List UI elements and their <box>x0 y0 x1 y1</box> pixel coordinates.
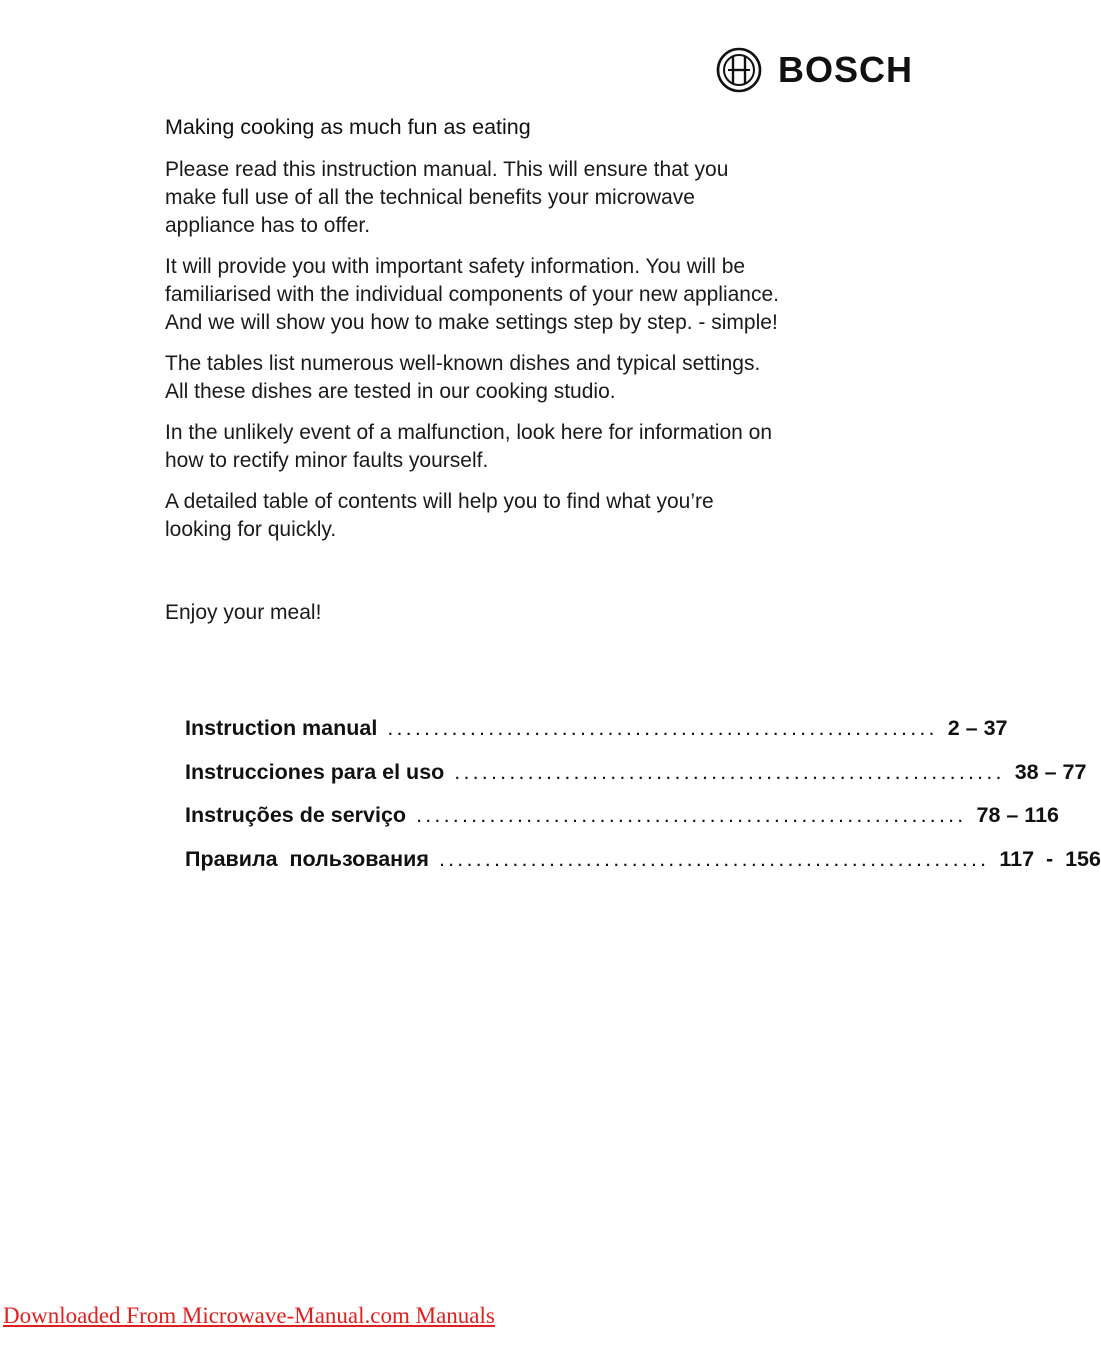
table-of-contents <box>185 712 1101 886</box>
intro-paragraph: The tables list numerous well-known dishes and typical settings. All these dishes are tested in our cooking studio. <box>165 352 761 403</box>
brand-name: BOSCH <box>778 49 914 90</box>
toc-item-pages: 2 – 37 <box>947 716 1008 740</box>
intro-section <box>165 112 785 640</box>
toc-item-pages: 117 - 156 <box>999 846 1101 871</box>
closing-line: Enjoy your meal! <box>165 601 322 624</box>
page-title: Making cooking as much fun as eating <box>165 115 531 139</box>
toc-leader-dots: ............................................................ <box>438 846 990 871</box>
brand-header <box>716 47 913 93</box>
toc-item[interactable] <box>185 799 1059 843</box>
toc-item-label: Instrucciones para el uso <box>185 759 445 784</box>
toc-leader-dots: ............................................................ <box>387 716 938 740</box>
toc-item[interactable] <box>185 756 1087 800</box>
intro-paragraph: Please read this instruction manual. This will ensure that you make full use of all the technical benefits your microwave appliance has to offer. <box>165 158 729 237</box>
toc-item[interactable] <box>185 843 1101 887</box>
intro-paragraph: In the unlikely event of a malfunction, look here for information on how to rectify minor faults yourself. <box>165 421 773 472</box>
toc-item-label: Instruction manual <box>185 716 378 740</box>
toc-leader-dots: ............................................................ <box>416 803 967 827</box>
toc-item[interactable] <box>185 712 1008 756</box>
toc-item-label: Правила пользования <box>185 846 429 871</box>
download-source-link[interactable]: Downloaded From Microwave-Manual.com Manuals <box>3 1303 495 1328</box>
toc-item-pages: 78 – 116 <box>976 803 1059 827</box>
intro-paragraph: A detailed table of contents will help you to find what you’re looking for quickly. <box>165 490 714 541</box>
bosch-armature-logo-icon <box>716 47 762 93</box>
intro-paragraph: It will provide you with important safety information. You will be familiarised with the individual components of your new appliance. And we will show you how to make settings step by step. - simple! <box>165 255 780 334</box>
toc-leader-dots: ............................................................ <box>454 759 1005 784</box>
toc-item-label: Instruções de serviço <box>185 803 407 827</box>
toc-item-pages: 38 – 77 <box>1014 759 1087 784</box>
